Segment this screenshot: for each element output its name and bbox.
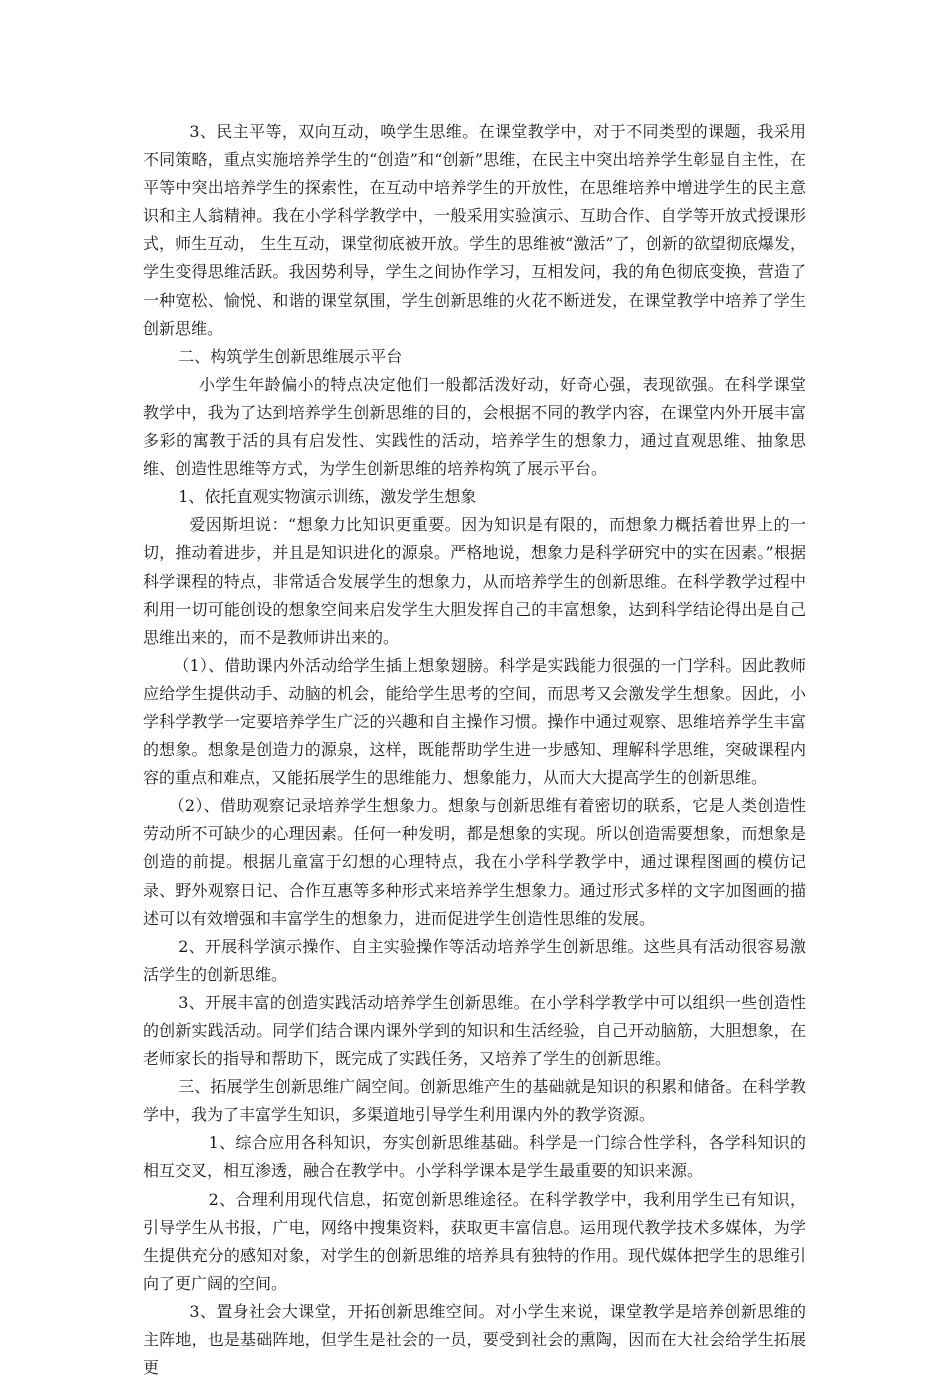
section-heading-3: 三、拓展学生创新思维广阔空间。创新思维产生的基础就是知识的积累和储备。在科学教学中，我为了丰富学生知识，多渠道地引导学生利用课内外的教学资源。 [143, 1077, 806, 1125]
paragraph-item-2: （2）、借助观察记录培养学生想象力。想象与创新思维有着密切的联系，它是人类创造性劳动所不可缺少的心理因素。任何一种发明，都是想象的实现。所以创造需要想象，而想象是创造的前提。根据儿童富于幻想的心理特点，我在小学科学教学中，通过课程图画的模仿记录、野外观察日记、合作互惠等多种形式来培养学生想象力。通过形式多样的文字加图画的描述可以有效增强和丰富学生的想象力，进而促进学生创造性思维的发展。 [143, 796, 806, 928]
paragraph-society-classroom: 3、置身社会大课堂，开拓创新思维空间。对小学生来说，课堂教学是培养创新思维的主阵地，也是基础阵地，但学生是社会的一员，要受到社会的熏陶，因而在大社会给学生拓展更 [143, 1301, 806, 1378]
paragraph-practice-activities: 3、开展丰富的创造实践活动培养学生创新思维。在小学科学教学中可以组织一些创造性的创新实践活动。同学们结合课内课外学到的知识和生活经验，自己开动脑筋，大胆想象，在老师家长的指导和帮助下，既完成了实践任务，又培养了学生的创新思维。 [143, 992, 806, 1069]
paragraph-comprehensive-knowledge: 1、综合应用各科知识，夯实创新思维基础。科学是一门综合性学科，各学科知识的相互交叉，相互渗透，融合在教学中。小学科学课本是学生最重要的知识来源。 [143, 1133, 806, 1181]
subheading-1: 1、依托直观实物演示训练，激发学生想象 [178, 487, 477, 507]
paragraph-intro-platform: 小学生年龄偏小的特点决定他们一般都活泼好动，好奇心强，表现欲强。在科学课堂教学中，我为了达到培养学生创新思维的目的，会根据不同的教学内容，在课堂内外开展丰富多彩的寓教于活的具有启发性、实践性的活动，培养学生的想象力，通过直观思维、抽象思维、创造性思维等方式，为学生创新思维的培养构筑了展示平台。 [143, 374, 806, 479]
paragraph-modern-information: 2、合理利用现代信息，拓宽创新思维途径。在科学教学中，我利用学生已有知识，引导学生从书报，广电，网络中搜集资料，获取更丰富信息。运用现代教学技术多媒体，为学生提供充分的感知对象，对学生的创新思维的培养具有独特的作用。现代媒体把学生的思维引向了更广阔的空间。 [143, 1189, 806, 1293]
paragraph-demo-operation: 2、开展科学演示操作、自主实验操作等活动培养学生创新思维。这些具有活动很容易激活学生的创新思维。 [143, 936, 806, 984]
section-heading-2: 二、构筑学生创新思维展示平台 [178, 346, 403, 366]
paragraph-item-1: （1）、借助课内外活动给学生插上想象翅膀。科学是实践能力很强的一门学科。因此教师应给学生提供动手、动脑的机会，能给学生思考的空间，而思考又会激发学生想象。因此，小学科学教学一定要培养学生广泛的兴趣和自主操作习惯。操作中通过观察、思维培养学生丰富的想象。想象是创造力的源泉，这样，既能帮助学生进一步感知、理解科学思维，突破课程内容的重点和难点，又能拓展学生的思维能力、想象能力，从而大大提高学生的创新思维。 [143, 655, 806, 788]
paragraph-einstein: 爱因斯坦说：“想象力比知识更重要。因为知识是有限的，而想象力概括着世界上的一切，推动着进步，并且是知识进化的源泉。严格地说，想象力是科学研究中的实在因素。”根据科学课程的特点，非常适合发展学生的想象力，从而培养学生的创新思维。在科学教学过程中利用一切可能创设的想象空间来启发学生大胆发挥自己的丰富想象，达到科学结论得出是自己思维出来的，而不是教师讲出来的。 [143, 515, 806, 647]
paragraph-democratic-interaction: 3、民主平等，双向互动，唤学生思维。在课堂教学中，对于不同类型的课题，我采用不同策略，重点实施培养学生的“创造”和“创新”思维，在民主中突出培养学生彰显自主性，在平等中突出培养学生的探索性，在互动中培养学生的开放性，在思维培养中增进学生的民主意识和主人翁精神。我在小学科学教学中，一般采用实验演示、互助合作、自学等开放式授课形式，师生互动， 生生互动，课堂彻底被开放。学生的思维被“激活”了，创新的欲望彻底爆发，学生变得思维活跃。我因势利导，学生之间协作学习，互相发问，我的角色彻底变换，营造了一种宽松、愉悦、和谐的课堂氛围，学生创新思维的火花不断迸发，在课堂教学中培养了学生创新思维。 [143, 122, 806, 338]
document-page [143, 118, 806, 1382]
